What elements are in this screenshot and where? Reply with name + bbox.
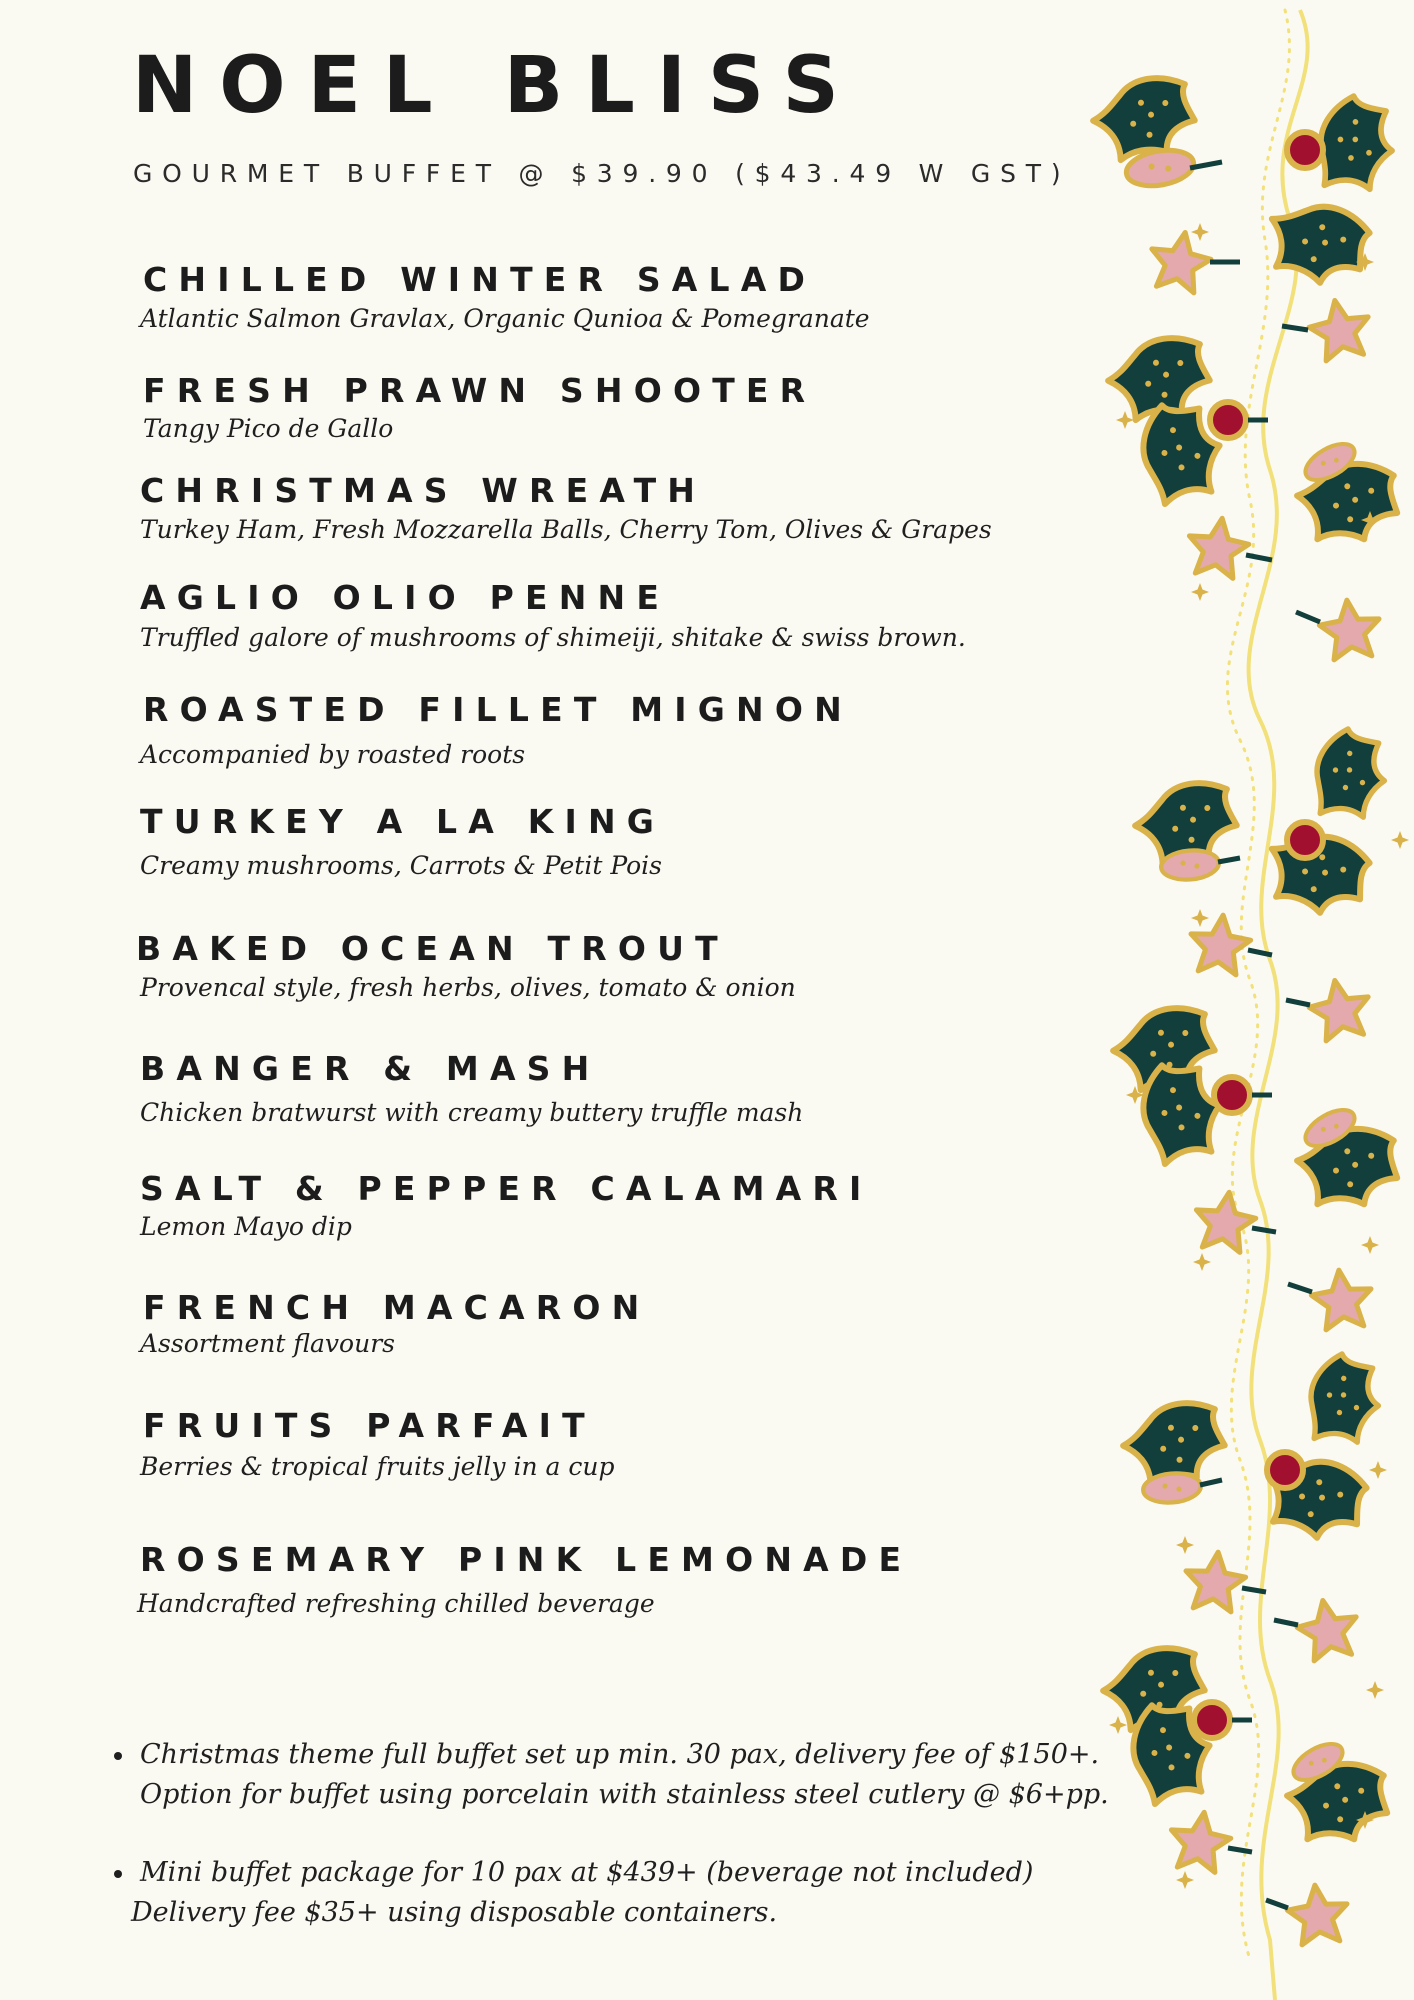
menu-item-name: TURKEY A LA KING	[140, 802, 666, 841]
menu-item-desc: Truffled galore of mushrooms of shimeiji, shitake & swiss brown.	[140, 623, 966, 652]
menu-item-desc: Accompanied by roasted roots	[140, 740, 526, 769]
menu-item-name: AGLIO OLIO PENNE	[140, 578, 671, 617]
menu-item-name: BAKED OCEAN TROUT	[136, 929, 729, 968]
menu-item-name: SALT & PEPPER CALAMARI	[140, 1169, 873, 1208]
menu-item-name: CHILLED WINTER SALAD	[143, 260, 817, 299]
menu-item-name: FRUITS PARFAIT	[143, 1406, 596, 1445]
menu-item-desc: Atlantic Salmon Gravlax, Organic Qunioa & Pomegranate	[140, 304, 870, 333]
menu-item-desc: Chicken bratwurst with creamy buttery truffle mash	[140, 1098, 804, 1127]
menu-item-name: ROSEMARY PINK LEMONADE	[140, 1540, 913, 1579]
menu-item-desc: Creamy mushrooms, Carrots & Petit Pois	[140, 851, 662, 880]
bullet-dot	[114, 1752, 122, 1760]
menu-item-name: ROASTED FILLET MIGNON	[143, 690, 853, 729]
note-line: Christmas theme full buffet set up min. 30 pax, delivery fee of $150+.	[140, 1739, 1100, 1770]
menu-item-desc: Berries & tropical fruits jelly in a cup	[140, 1452, 615, 1481]
note-line: Mini buffet package for 10 pax at $439+ (beverage not included)	[140, 1857, 1034, 1888]
holly-vine-border	[1090, 0, 1414, 2000]
note-line: Option for buffet using porcelain with stainless steel cutlery @ $6+pp.	[140, 1779, 1109, 1810]
menu-item-desc: Handcrafted refreshing chilled beverage	[137, 1589, 655, 1618]
menu-item-desc: Lemon Mayo dip	[140, 1212, 352, 1241]
bullet-dot	[114, 1870, 122, 1878]
menu-item-name: CHRISTMAS WREATH	[140, 471, 707, 510]
note-line: Delivery fee $35+ using disposable containers.	[131, 1897, 778, 1928]
menu-subtitle-price: GOURMET BUFFET @ $39.90 ($43.49 W GST)	[133, 159, 1071, 188]
menu-item-name: FRESH PRAWN SHOOTER	[143, 371, 817, 410]
menu-item-name: BANGER & MASH	[140, 1049, 601, 1088]
menu-item-desc: Provencal style, fresh herbs, olives, tomato & onion	[140, 973, 796, 1002]
menu-item-name: FRENCH MACARON	[143, 1288, 651, 1327]
menu-item-desc: Tangy Pico de Gallo	[143, 414, 394, 443]
menu-title: NOEL BLISS	[132, 41, 861, 131]
menu-item-desc: Turkey Ham, Fresh Mozzarella Balls, Cherry Tom, Olives & Grapes	[140, 515, 992, 544]
menu-item-desc: Assortment flavours	[140, 1329, 395, 1358]
